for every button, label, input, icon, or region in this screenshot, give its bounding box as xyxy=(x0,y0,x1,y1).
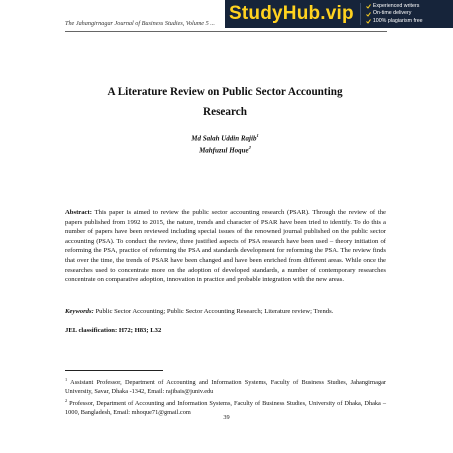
header-rule xyxy=(65,31,387,32)
running-header: The Jahangirnagar Journal of Business Studies, Volume 5 ... xyxy=(65,20,215,27)
check-icon xyxy=(366,12,371,17)
ad-feature-list xyxy=(366,3,423,25)
keywords xyxy=(65,307,386,317)
ad-divider xyxy=(360,3,361,25)
keywords-label: Keywords: xyxy=(65,308,94,315)
footnote-number: 1 xyxy=(65,377,68,382)
abstract-label: Abstract: xyxy=(65,209,92,216)
article-title xyxy=(60,82,390,122)
article-title-line: Research xyxy=(203,106,247,118)
check-icon xyxy=(366,4,371,9)
footnote-number: 2 xyxy=(65,398,68,403)
abstract xyxy=(65,208,386,285)
ad-feature-item xyxy=(366,3,423,10)
ad-feature-item xyxy=(366,18,423,25)
author-name: Mahfuzul Hoque xyxy=(199,146,249,155)
author-entry xyxy=(60,131,390,143)
abstract-text: This paper is aimed to review the public sector accounting research (PSAR). Through the review of the papers published from 1992 to 2015, the nature, trends and character of PSAR have been tried to identify. To do this a number of papers have been reviewed including special issues of the renowned journal published on the public sector accounting (PSA). To conduct the review, three justified aspects of PSA research have been used – theory initiation of reforming the PSA, practice of reforming the PSA and standards development for reforming the PSA. The review finds that over the time, the trends of PSAR have been changed and have been enriched from different areas. While once the researches used to concentrate more on the adoption of developed standards, a number of contemporary researches concentrate on comparative adoption, innovation in practice and probable integration with the new areas. xyxy=(65,209,386,284)
jel-label: JEL classification: xyxy=(65,327,118,334)
footnote-text: Professor, Department of Accounting and Information Systems, Faculty of Business Studies, University of Dhaka, Dhaka – 1000, Bangladesh, Email: mhoque71@gmail.com xyxy=(65,400,386,417)
footnote-mark[interactable]: 1 xyxy=(256,133,259,138)
article-title-line: A Literature Review on Public Sector Accounting xyxy=(107,86,343,98)
author-name: Md Salah Uddin Rajib xyxy=(191,134,257,143)
footnote-text: Assistant Professor, Department of Accounting and Information Systems, Faculty of Business Studies, Jahangirnagar University, Savar, Dhaka -1342, Email: rajibais@juniv.edu xyxy=(65,379,386,396)
footnote xyxy=(65,375,386,396)
jel-classification xyxy=(65,326,386,336)
ad-brand-logo[interactable]: StudyHub.vip xyxy=(229,3,354,24)
author-entry xyxy=(60,143,390,155)
ad-feature-item xyxy=(366,10,423,17)
keywords-text: Public Sector Accounting; Public Sector Accounting Research; Literature review; Trends. xyxy=(95,308,334,315)
author-list xyxy=(60,131,390,156)
footnote-rule xyxy=(65,370,163,371)
check-icon xyxy=(366,19,371,24)
ad-banner[interactable] xyxy=(225,0,453,28)
ad-feature-label: 100% plagiarism free xyxy=(372,17,423,24)
ad-feature-label: Experienced writers xyxy=(372,2,420,9)
jel-codes: H72; H83; L32 xyxy=(118,327,162,334)
footnote-mark[interactable]: 2 xyxy=(248,145,251,151)
page-number: 39 xyxy=(223,414,230,421)
ad-feature-label: On-time delivery xyxy=(372,10,412,17)
